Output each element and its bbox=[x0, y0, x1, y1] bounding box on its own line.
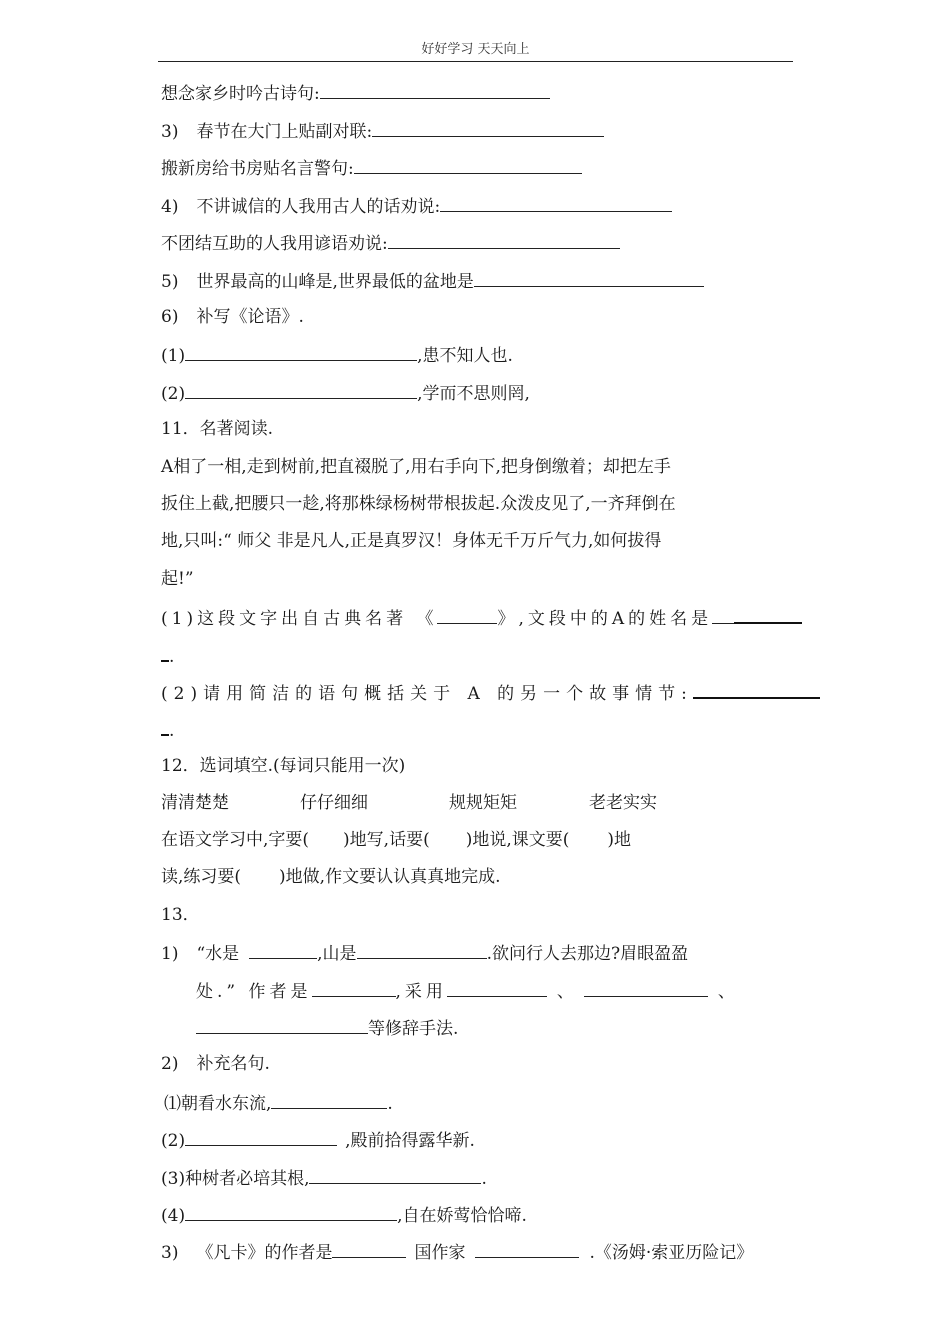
vanka-label: 《凡卡》的作者是 bbox=[196, 1243, 333, 1263]
lunyu-1-text: ,患不知人也. bbox=[417, 346, 513, 366]
motto-blank[interactable] bbox=[354, 156, 582, 174]
quote-1-line bbox=[164, 1091, 393, 1115]
period: . bbox=[481, 1169, 487, 1189]
item-4-label: 不讲诚信的人我用古人的话劝说: bbox=[196, 197, 441, 217]
period: . bbox=[169, 721, 175, 741]
q13-item-3-number: 3) bbox=[161, 1243, 179, 1263]
poem-text-c: .欲问行人去那边?眉眼盈盈 bbox=[486, 944, 689, 964]
lunyu-2-blank[interactable] bbox=[185, 381, 417, 399]
author-blank[interactable] bbox=[312, 979, 396, 997]
quote-2-blank[interactable] bbox=[185, 1128, 337, 1146]
q12-text-b: )地写,话要( bbox=[343, 830, 430, 850]
q13-item-1-cont2 bbox=[196, 1016, 458, 1040]
item-3-number: 3) bbox=[161, 122, 179, 142]
name-blank-start[interactable] bbox=[712, 606, 734, 624]
plot-blank-end[interactable] bbox=[161, 717, 169, 736]
q11-part-2-label: (2)请用简洁的语句概括关于 A 的另一个故事情节: bbox=[161, 684, 693, 704]
quote-4-number: (4) bbox=[161, 1206, 186, 1226]
lunyu-1-blank[interactable] bbox=[185, 343, 417, 361]
quote-2-text: ,殿前拾得露华新. bbox=[345, 1131, 475, 1151]
poem-text-b: ,山是 bbox=[317, 944, 357, 964]
honesty-blank[interactable] bbox=[440, 194, 672, 212]
technique-blank-1[interactable] bbox=[447, 979, 547, 997]
item-6-line bbox=[161, 306, 304, 328]
quote-1-text: ⑴朝看水东流, bbox=[164, 1094, 272, 1114]
author-label: 处.” 作者是 bbox=[196, 982, 312, 1002]
technique-label: ,采用 bbox=[395, 982, 447, 1002]
item-4-number: 4) bbox=[161, 197, 179, 217]
separator-1: 、 bbox=[556, 982, 574, 1002]
q11-part-1 bbox=[161, 605, 802, 630]
q12-text-a: 在语文学习中,字要( bbox=[161, 830, 310, 850]
q12-text-e: 读,练习要( bbox=[161, 867, 242, 887]
quote-3-line bbox=[161, 1166, 487, 1190]
q13-item-2-number: 2) bbox=[161, 1054, 179, 1074]
quote-4-blank[interactable] bbox=[185, 1203, 397, 1221]
passage-line-3: 地,只叫:“ 师父 非是凡人,正是真罗汉！身体无千万斤气力,如何拔得 bbox=[161, 531, 662, 551]
vanka-author-blank[interactable] bbox=[332, 1240, 406, 1258]
item-6-label: 补写《论语》. bbox=[196, 307, 304, 327]
word-1: 清清楚楚 bbox=[161, 793, 229, 813]
word-2: 仔仔细细 bbox=[300, 793, 368, 813]
quote-4-text: ,自在娇莺恰恰啼. bbox=[397, 1206, 527, 1226]
unity-label: 不团结互助的人我用谚语劝说: bbox=[161, 234, 388, 254]
item-5-label: 世界最高的山峰是,世界最低的盆地是 bbox=[196, 272, 474, 292]
q13-title: 13． bbox=[161, 905, 200, 925]
name-blank[interactable] bbox=[734, 605, 802, 624]
tom-sawyer-text: .《汤姆·索亚历险记》 bbox=[589, 1243, 754, 1263]
unity-line bbox=[161, 231, 620, 255]
move-line bbox=[161, 156, 582, 180]
technique-suffix: 等修辞手法. bbox=[368, 1019, 459, 1039]
name-blank-end[interactable] bbox=[161, 643, 169, 662]
passage-line-1: A相了一相,走到树前,把直裰脱了,用右手向下,把身倒缴着；却把左手 bbox=[161, 457, 671, 477]
move-label: 搬新房给书房贴名言警句: bbox=[161, 159, 354, 179]
q13-item-2-label: 补充名句. bbox=[196, 1054, 270, 1074]
lunyu-2-line bbox=[161, 381, 530, 405]
q11-part-1-mid: 》,文段中的A的姓名是 bbox=[497, 609, 713, 629]
item-5-number: 5) bbox=[161, 272, 179, 292]
homesick-blank[interactable] bbox=[320, 81, 550, 99]
technique-blank-2[interactable] bbox=[584, 979, 708, 997]
quote-3-blank[interactable] bbox=[309, 1166, 481, 1184]
q13-item-1 bbox=[161, 941, 688, 965]
proverb-blank[interactable] bbox=[388, 231, 620, 249]
q13-item-1-cont bbox=[196, 979, 735, 1003]
passage-line-2: 扳住上截,把腰只一趁,将那株绿杨树带根拔起.众泼皮见了,一齐拜倒在 bbox=[161, 494, 676, 514]
q13-item-1-number: 1) bbox=[161, 944, 179, 964]
word-3: 规规矩矩 bbox=[449, 793, 517, 813]
q13-item-3 bbox=[161, 1240, 753, 1264]
technique-blank-3[interactable] bbox=[196, 1016, 368, 1034]
item-5-line bbox=[161, 269, 704, 293]
quote-2-line bbox=[161, 1128, 475, 1152]
q11-part-1-prefix: (1)这段文字出自古典名著 《 bbox=[161, 609, 438, 629]
lunyu-1-line bbox=[161, 343, 513, 367]
poem-blank-2[interactable] bbox=[357, 941, 487, 959]
q12-text-f: )地做,作文要认认真真地完成. bbox=[279, 867, 501, 887]
q12-sentence-2 bbox=[161, 866, 501, 888]
q12-text-c: )地说,课文要( bbox=[465, 830, 570, 850]
item-3-line bbox=[161, 119, 604, 143]
q11-part-2-cont bbox=[161, 717, 174, 742]
item-6-number: 6) bbox=[161, 307, 179, 327]
q11-title: 11．名著阅读. bbox=[161, 419, 274, 439]
plot-blank[interactable] bbox=[693, 680, 820, 699]
header-rule bbox=[158, 61, 793, 62]
quote-4-line bbox=[161, 1203, 527, 1227]
country-label: 国作家 bbox=[414, 1243, 466, 1263]
homesick-label: 想念家乡时吟古诗句: bbox=[161, 84, 320, 104]
q13-item-2 bbox=[161, 1053, 270, 1075]
lunyu-1-number: (1) bbox=[161, 346, 186, 366]
q11-part-2 bbox=[161, 680, 820, 705]
period: . bbox=[169, 647, 175, 667]
basin-blank[interactable] bbox=[474, 269, 704, 287]
couplet-blank[interactable] bbox=[372, 119, 604, 137]
quote-2-number: (2) bbox=[161, 1131, 186, 1151]
quote-1-blank[interactable] bbox=[271, 1091, 387, 1109]
lunyu-2-text: ,学而不思则罔, bbox=[417, 384, 530, 404]
word-4: 老老实实 bbox=[589, 793, 657, 813]
page-header: 好好学习 天天向上 bbox=[421, 42, 530, 57]
q12-sentence-1 bbox=[161, 829, 631, 851]
book-title-blank[interactable] bbox=[437, 606, 497, 624]
item-4-line bbox=[161, 194, 672, 218]
q12-title: 12．选词填空.(每词只能用一次) bbox=[161, 756, 406, 776]
lunyu-2-number: (2) bbox=[161, 384, 186, 404]
separator-2: 、 bbox=[717, 982, 735, 1002]
poem-text-a: “水是 bbox=[196, 944, 240, 964]
homesick-line bbox=[161, 81, 550, 105]
item-3-label: 春节在大门上贴副对联: bbox=[196, 122, 373, 142]
q12-text-d: )地 bbox=[607, 830, 632, 850]
quote-3-text: (3)种树者必培其根, bbox=[161, 1169, 310, 1189]
period: . bbox=[387, 1094, 393, 1114]
q11-part-1-cont bbox=[161, 643, 174, 668]
passage-line-4: 起!” bbox=[161, 569, 194, 589]
poem-blank-1[interactable] bbox=[249, 941, 317, 959]
country-blank[interactable] bbox=[475, 1240, 579, 1258]
